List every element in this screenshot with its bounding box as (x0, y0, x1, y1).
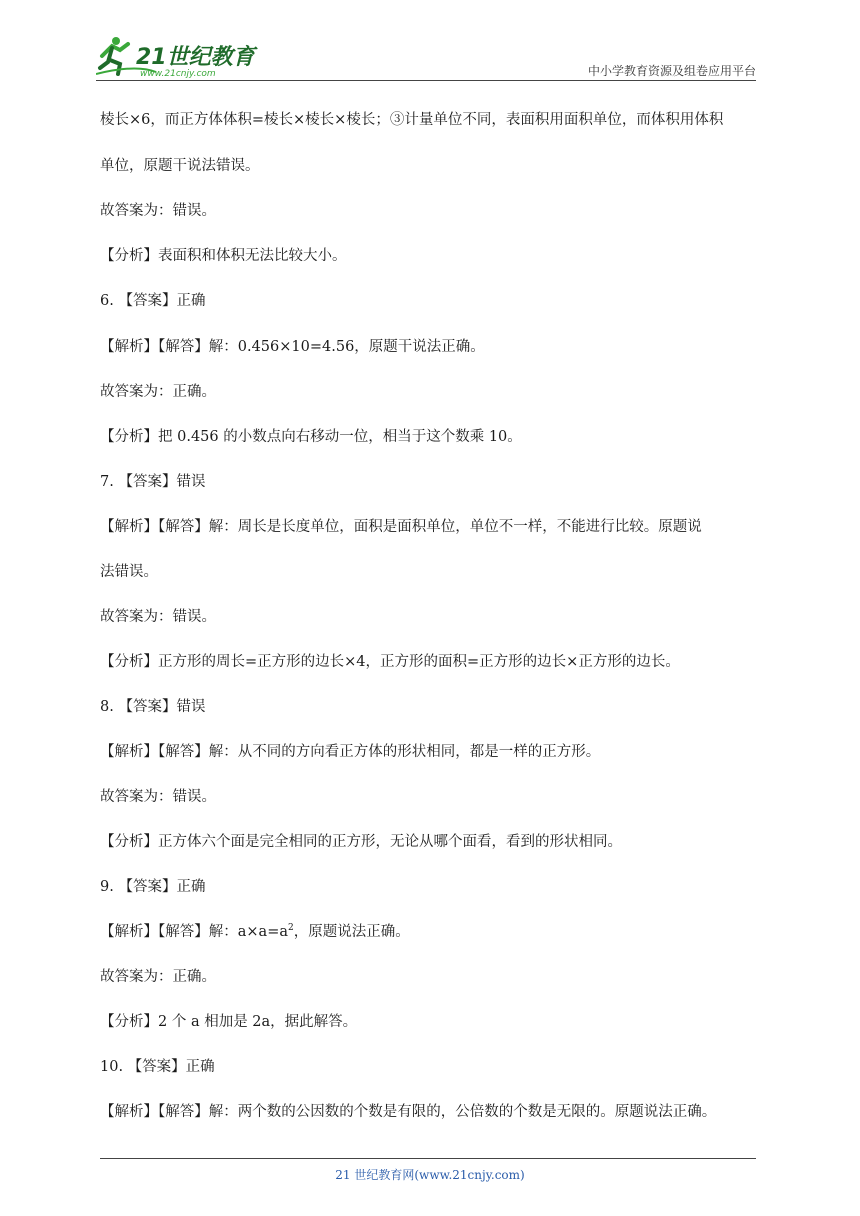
analysis-line: 【分析】正方体六个面是完全相同的正方形，无论从哪个面看，看到的形状相同。 (100, 834, 622, 850)
logo-text: 21世纪教育 (136, 45, 255, 70)
answer-heading: 9. 【答案】正确 (100, 879, 206, 895)
platform-name: 中小学教育资源及组卷应用平台 (587, 64, 756, 78)
exponent: 2 (287, 923, 294, 934)
answer-heading: 6. 【答案】正确 (100, 293, 206, 309)
logo-url: www.21cnjy.com (140, 69, 216, 79)
solution-line: 【解析】【解答】解：周长是长度单位，面积是面积单位，单位不一样，不能进行比较。原题说 (100, 519, 702, 535)
solution-line: 【解析】【解答】解：从不同的方向看正方体的形状相同，都是一样的正方形。 (100, 744, 601, 760)
header-divider (96, 80, 756, 81)
analysis-line: 【分析】表面积和体积无法比较大小。 (100, 248, 347, 264)
answer-heading: 8. 【答案】错误 (100, 699, 206, 715)
solution-line: 【解析】【解答】解：0.456×10=4.56，原题干说法正确。 (100, 339, 485, 355)
analysis-line: 【分析】把 0.456 的小数点向右移动一位，相当于这个数乘 10。 (100, 429, 522, 445)
text-line: 棱长×6，而正方体体积=棱长×棱长×棱长；③计量单位不同，表面积用面积单位，而体积用体积 (100, 112, 724, 128)
text-line: 故答案为：正确。 (100, 384, 216, 400)
text-line: 法错误。 (100, 564, 158, 580)
analysis-line: 【分析】正方形的周长=正方形的边长×4，正方形的面积=正方形的边长×正方形的边长。 (100, 654, 680, 670)
text-line: 单位，原题干说法错误。 (100, 158, 260, 174)
site-logo (96, 34, 266, 80)
solution-text: ，原题说法正确。 (293, 924, 410, 940)
text-line: 故答案为：错误。 (100, 789, 216, 805)
text-line: 故答案为：错误。 (100, 203, 216, 219)
answer-heading: 7. 【答案】错误 (100, 474, 206, 490)
solution-line: 【解析】【解答】解：两个数的公因数的个数是有限的，公倍数的个数是无限的。原题说法正确。 (100, 1104, 717, 1120)
footer-link[interactable]: 21 世纪教育网(www.21cnjy.com) (335, 1168, 525, 1182)
text-line: 故答案为：错误。 (100, 609, 216, 625)
text-line: 故答案为：正确。 (100, 969, 216, 985)
footer-divider (100, 1158, 756, 1159)
solution-text: 【解析】【解答】解：a×a=a (100, 924, 288, 940)
solution-line (100, 922, 770, 942)
analysis-line: 【分析】2 个 a 相加是 2a，据此解答。 (100, 1014, 358, 1030)
answer-heading: 10. 【答案】正确 (100, 1059, 215, 1075)
